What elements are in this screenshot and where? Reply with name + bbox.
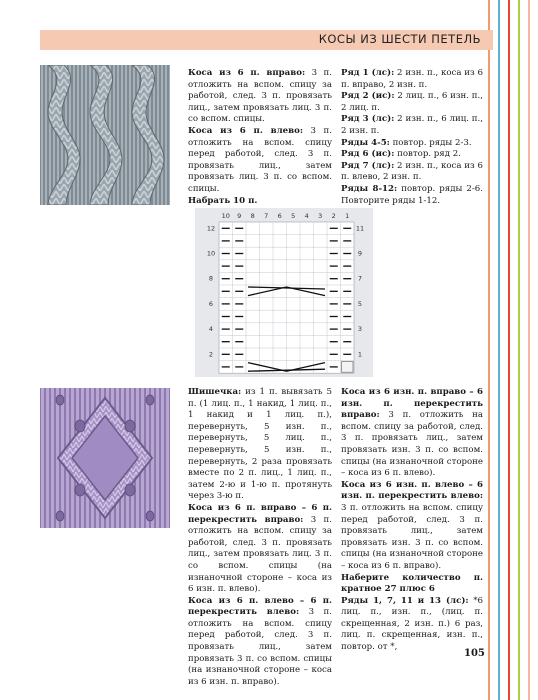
- text-head: Коса из 6 п. влево – 6 п. перекрестить влево:: [188, 595, 332, 618]
- text-head: Ряды 4-5:: [341, 137, 390, 148]
- text-body: *6 лиц. п., изн. п., (лиц. п. скрещенная, 2 изн. п.) 6 раз, лиц. п. скрещенная, изн. п., повтор. от *,: [341, 595, 483, 653]
- text-body: повтор. ряд 2.: [394, 149, 461, 160]
- chart-column-label: 5: [291, 212, 296, 220]
- chart-column-label: 2: [331, 212, 336, 220]
- text-body: 3 п. отложить на вспом. спицу перед работой, след. 3 п. провязать лиц., затем провязать лиц. 3 п. со вспом. спицы.: [188, 125, 333, 194]
- text-head: Ряды 8-12:: [341, 183, 398, 194]
- stripe-orange: [488, 0, 490, 700]
- text-head: Ряд 6 (ис):: [341, 149, 395, 160]
- text-body: 3 п. отложить на вспом. спицу за работой, след. 3 п. провязать лиц., затем провязать лиц. 3 п. со вспом. спицы (на изнаночной стороне – коса из 6 изн. п. влево).: [188, 514, 332, 595]
- chart-column-label: 6: [277, 212, 282, 220]
- text-head: Коса из 6 изн. п. вправо – 6 изн. п. перекрестить вправо:: [341, 387, 483, 421]
- text-body: 3 п. отложить на вспом. спицу за работой, след. 3 п. провязать лиц., затем провязать изн. 3 п. со вспом. спицы (на изнаночной стороне – коса из 6 п. влево).: [341, 410, 483, 479]
- text-body: 3 п. отложить на вспом. спицу перед работой, след. 3 п. провязать лиц., затем провязать изн. 3 п. со вспом. спицы (на изнаночной стороне – коса из 6 п. вправо).: [341, 502, 483, 571]
- chart-row-label: 10: [206, 249, 216, 258]
- page-number: 105: [464, 648, 485, 659]
- text-head: Ряд 2 (ис):: [341, 91, 395, 102]
- text-body: 3 п. отложить на вспом. спицу перед работой, след. 3 п. провязать лиц., затем провязать 3 п. со вспом. спицы (на изнаночной стороне – коса из 6 изн. п. вправо).: [188, 607, 333, 687]
- chart-column-label: 1: [345, 212, 350, 220]
- stripe-green: [518, 0, 520, 700]
- chart-row-label: 11: [355, 224, 365, 233]
- chart-row-label: 5: [357, 299, 363, 308]
- text-body: из 1 п. вывязать 5 п. (1 лиц. п., 1 накид, 1 лиц. п., 1 накид и 1 лиц. п.), перевернуть, 5 изн. п., перевернуть, 5 лиц. п., перевернуть, 5 изн. п., перевернуть, 2 раза провязать вместе по 2 п. лиц., 1 лиц. п., затем 2-ю и 1-ю п. протянуть через 3-ю п.: [188, 387, 332, 502]
- text-body: 2 изн. п., коса из 6 п. влево, 2 изн. п.: [341, 160, 483, 183]
- chart-column-label: 10: [221, 212, 230, 220]
- knit-photo-purple: [40, 388, 170, 528]
- text-head: Набрать 10 п.: [188, 195, 258, 206]
- section2-col1: [188, 387, 332, 688]
- text-body: 2 изн. п., 6 лиц. п., 2 изн. п.: [341, 114, 483, 136]
- text-head: Ряд 7 (лс):: [341, 160, 395, 171]
- text-body: 2 лиц. п., 6 изн. п., 2 лиц. п.: [341, 91, 483, 113]
- stripe-blue: [498, 0, 500, 700]
- chart-row-label: 8: [208, 274, 214, 283]
- chart-column-label: 7: [264, 212, 269, 220]
- chart-row-label: 6: [208, 299, 214, 308]
- decorative-stripes: [478, 0, 538, 700]
- chart-column-label: 8: [250, 212, 255, 220]
- text-head: Ряд 1 (лс):: [341, 68, 395, 78]
- section1-col1: [188, 68, 332, 207]
- chart-start-marker: [342, 362, 354, 373]
- text-body: повтор. ряды 2-6. Повторите ряды 1-12.: [341, 183, 483, 206]
- text-head: Коса из 6 п. влево:: [188, 125, 304, 136]
- chart-row-label: 3: [357, 325, 363, 334]
- chart-column-label: 3: [318, 212, 323, 220]
- text-head: Наберите количество п. кратное 27 плюс 6: [341, 572, 483, 595]
- chart-row-label: 2: [208, 350, 214, 359]
- knit-photo-grey: [40, 65, 170, 205]
- text-head: Шишечка:: [188, 387, 242, 397]
- chart-column-label: 4: [304, 212, 309, 220]
- stripe-red: [508, 0, 510, 700]
- chart-row-label: 4: [208, 325, 214, 334]
- chart-row-label: 7: [357, 274, 363, 283]
- section-header: [40, 30, 493, 50]
- chart-column-label: 9: [237, 212, 242, 220]
- text-head: Ряд 3 (лс):: [341, 114, 395, 125]
- text-body: 3 п. отложить на вспом. спицу за работой, след. 3 п. провязать лиц., затем провязать лиц. 3 п. со вспом. спицы.: [188, 68, 332, 125]
- text-body: 2 изн. п., коса из 6 п. вправо, 2 изн. п.: [341, 68, 483, 90]
- text-body: повтор. ряды 2-3.: [389, 137, 472, 148]
- page-title: КОСЫ ИЗ ШЕСТИ ПЕТЕЛЬ: [318, 32, 481, 46]
- section1-col2: [341, 68, 483, 207]
- section2-col2: [341, 387, 483, 654]
- chart-row-label: 12: [206, 224, 216, 233]
- text-head: Коса из 6 п. вправо:: [188, 68, 306, 78]
- text-head: Коса из 6 изн. п. влево – 6 изн. п. перекрестить влево:: [341, 479, 483, 502]
- knitting-chart: [195, 208, 373, 377]
- text-head: Ряды 1, 7, 11 и 13 (лс):: [341, 595, 469, 606]
- chart-row-label: 9: [357, 249, 363, 258]
- stripe-pink: [528, 0, 530, 700]
- chart-row-label: 1: [357, 350, 363, 359]
- knitting-chart-svg: [195, 208, 373, 377]
- text-head: Коса из 6 п. вправо – 6 п. перекрестить вправо:: [188, 502, 332, 525]
